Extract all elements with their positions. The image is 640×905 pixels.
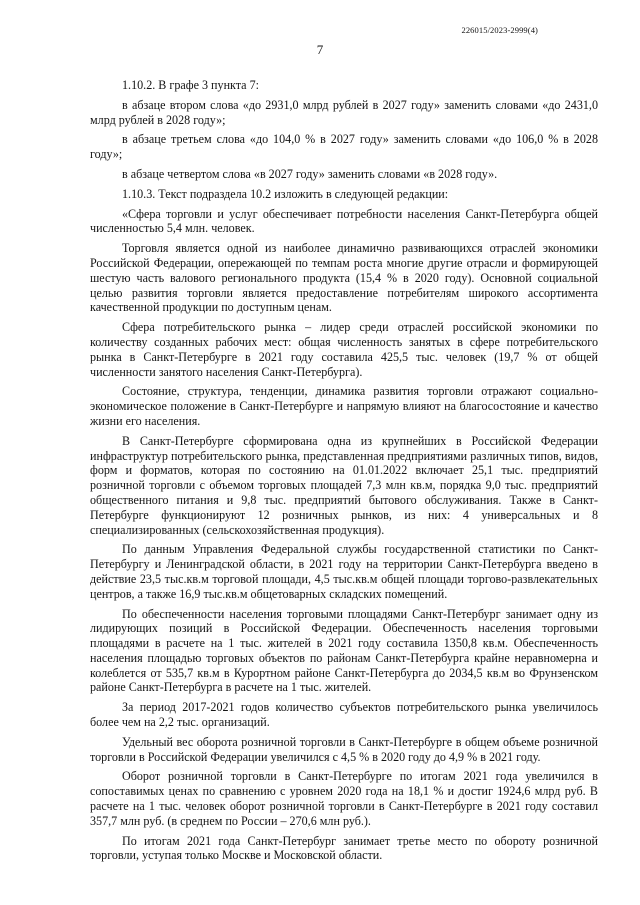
document-registration-number: 226015/2023-2999(4) — [461, 25, 538, 35]
paragraph-amendment-1-10-3: 1.10.3. Текст подраздела 10.2 изложить в следующей редакции: — [122, 186, 449, 201]
paragraph-infrastructure: В Санкт-Петербурге сформирована одна из крупнейших в Российской Федерации инфраструктур потребительского рынка, представленная предприятиями различных типов, видов, форм и форматов, которая по состоянию на 01.01.2022 включает 25,1 тыс. предприятий розничной торговли с объемом торговых площадей 7,3 млн кв.м, порядка 9,0 тыс. предприятий общественного питания и 9,8 тыс. предприятий бытового обслуживания. Также в Санкт-Петербурге функционируют 12 розничных рынков, из них: 4 универсальных и 8 специализированных (сельскохозяйственная продукция). — [90, 433, 598, 537]
paragraph-retail-turnover: Оборот розничной торговли в Санкт-Петербурге по итогам 2021 года увеличился в сопоставимых ценах по сравнению с уровнем 2020 года на 18,1 % и достиг 1924,6 млрд руб. В расчете на 1 тыс. человек оборот розничной торговли в Санкт-Петербурге в 2021 году составил 357,7 млн руб. (в среднем по России – 270,6 млн руб.). — [90, 769, 598, 828]
paragraph-retail-ranking: По итогам 2021 года Санкт-Петербург занимает третье место по обороту розничной торговли, уступая только Москве и Московской области. — [90, 833, 598, 863]
paragraph-amendment-second-abzac: в абзаце втором слова «до 2931,0 млрд рублей в 2027 году» заменить словами «до 2431,0 млрд рублей в 2028 году»; — [90, 97, 598, 127]
paragraph-amendment-fourth-abzac: в абзаце четвертом слова «в 2027 году» заменить словами «в 2028 году». — [122, 166, 498, 181]
page-number: 7 — [316, 42, 324, 57]
paragraph-amendment-third-abzac: в абзаце третьем слова «до 104,0 % в 2027 году» заменить словами «до 106,0 % в 2028 году»; — [90, 132, 598, 162]
paragraph-consumer-market-employment: Сфера потребительского рынка – лидер среди отраслей российской экономики по количеству созданных рабочих мест: общая численность занятых в сфере потребительского рынка в Санкт-Петербурге в 2021 году составила 425,5 тыс. человек (19,7 % от общей численности занятого населения Санкт-Петербурга). — [90, 320, 598, 379]
paragraph-statistics-data: По данным Управления Федеральной службы государственной статистики по Санкт-Петербургу и Ленинградской области, в 2021 году на территории Санкт-Петербурга введено в действие 23,5 тыс.кв.м торговой площади, 4,5 тыс.кв.м общей площади торгово-развлекательных центров, а также 16,9 тыс.кв.м общетоварных складских помещений. — [90, 542, 598, 601]
paragraph-amendment-1-10-2: 1.10.2. В графе 3 пункта 7: — [122, 78, 259, 92]
paragraph-trade-condition: Состояние, структура, тенденции, динамика развития торговли отражают социально-экономическое положение в Санкт-Петербурге и напрямую влияют на благосостояние и качество жизни его населения. — [90, 384, 598, 428]
paragraph-trade-dynamics: Торговля является одной из наиболее динамично развивающихся отраслей экономики Российской Федерации, опережающей по темпам роста многие другие отрасли и формирующей шестую часть валового регионального продукта (15,4 % в 2020 году). Основной социальной целью развития торговли является предоставление потребителям широкого ассортимента качественной продукции по доступным ценам. — [90, 241, 598, 315]
paragraph-retail-space-provision: По обеспеченности населения торговыми площадями Санкт-Петербург занимает одну из лидирующих позиций в Российской Федерации. Обеспеченность населения торговыми площадями в расчете на 1 тыс. жителей в 2021 году составила 1350,8 кв.м. Обеспеченность населения площадью торговых объектов по районам Санкт-Петербурга крайне неравномерна и колеблется от 535,7 кв.м в Курортном районе Санкт-Петербурга до 2034,5 кв.м во Фрунзенском районе Санкт-Петербурга в расчете на 1 тыс. жителей. — [90, 606, 598, 695]
paragraph-retail-share: Удельный вес оборота розничной торговли в Санкт-Петербурге в общем объеме розничной торговли в Российской Федерации увеличился с 4,5 % в 2020 году до 4,9 % в 2021 году. — [90, 734, 598, 764]
paragraph-market-subjects: За период 2017-2021 годов количество субъектов потребительского рынка увеличилось более чем на 2,2 тыс. организаций. — [90, 700, 598, 730]
document-body — [90, 78, 598, 868]
paragraph-trade-sector-intro: «Сфера торговли и услуг обеспечивает потребности населения Санкт-Петербурга общей численностью 5,4 млн. человек. — [90, 206, 598, 236]
